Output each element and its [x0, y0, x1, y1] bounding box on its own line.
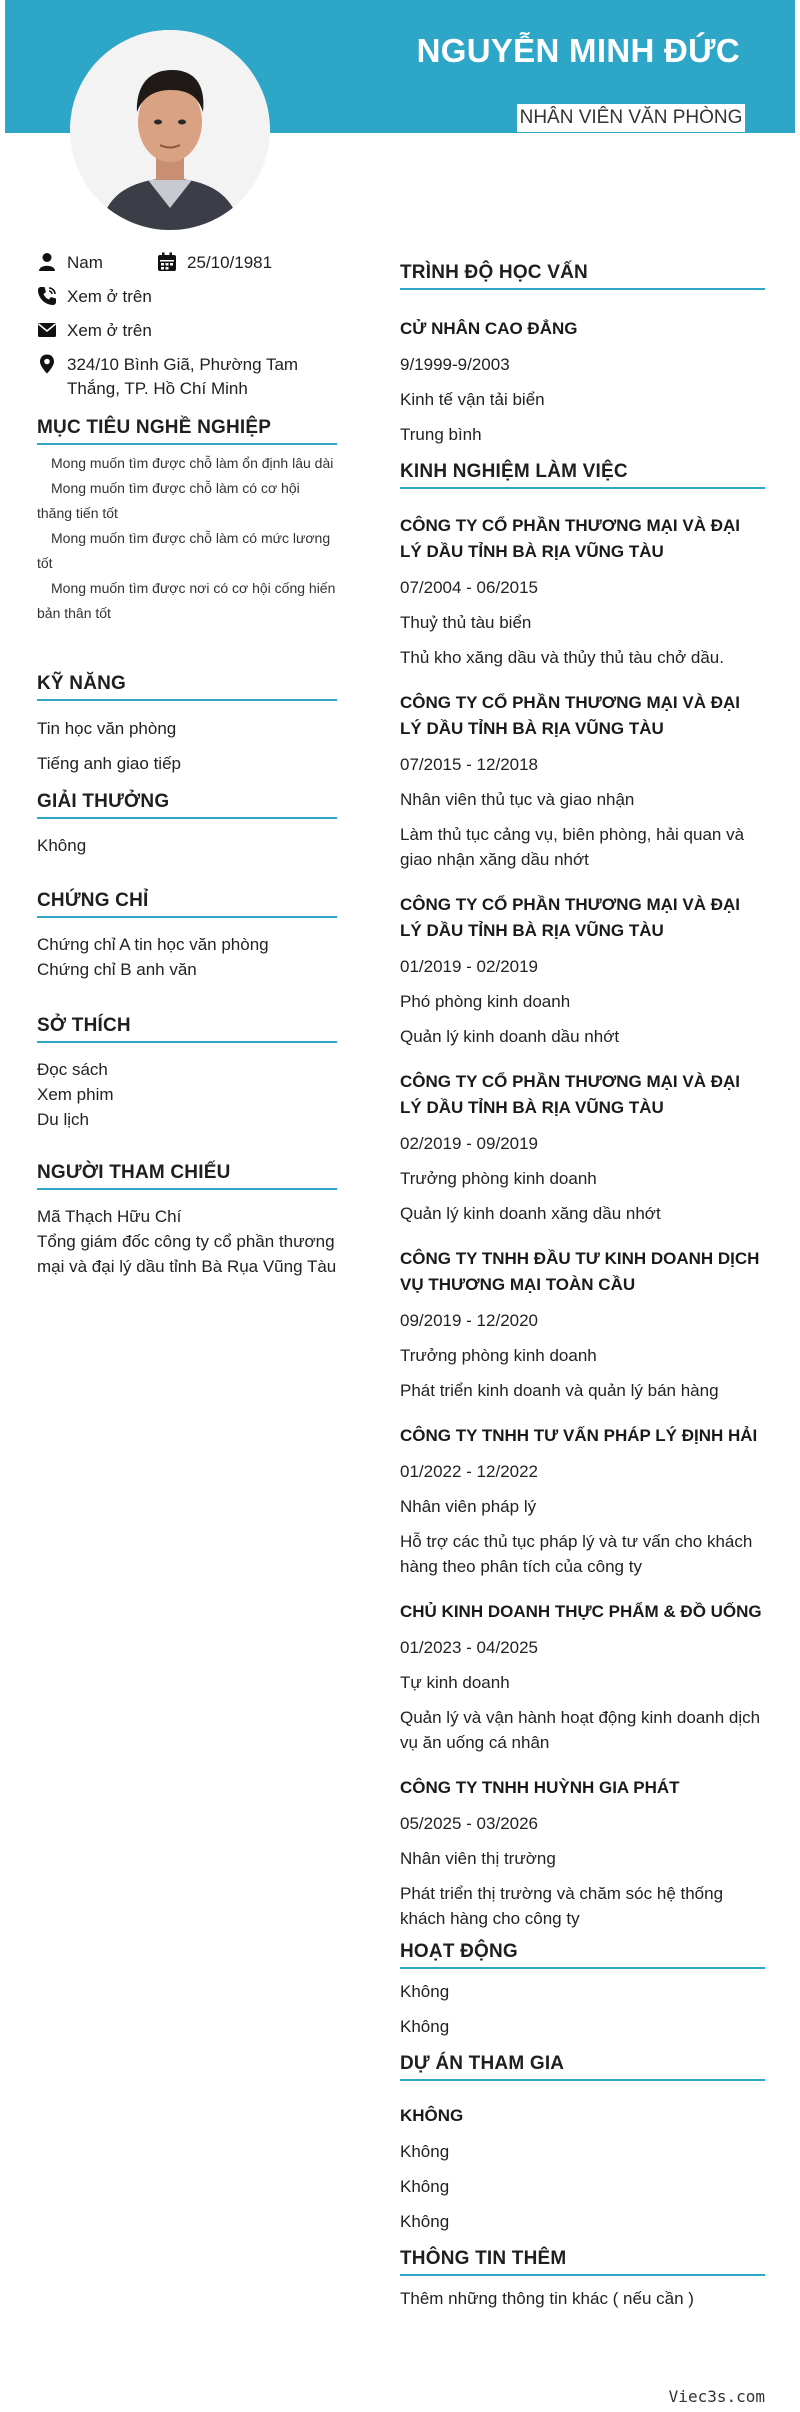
activity-item: Không	[400, 2017, 450, 2036]
address-value: 324/10 Bình Giã, Phường Tam Thắng, TP. Hồ Chí Minh	[67, 355, 299, 398]
references-section	[37, 1162, 337, 1279]
activities-section	[400, 1941, 765, 2039]
hobby-item: Du lịch	[37, 1110, 89, 1129]
experience-item	[400, 1423, 765, 1579]
objective-item: Mong muốn tìm được nơi có cơ hội cống hiến bản thân tốt	[37, 580, 336, 621]
section-title-activities: HOẠT ĐỘNG	[400, 1941, 765, 1969]
project-item: Không	[400, 2177, 450, 2196]
candidate-name: NGUYỄN MINH ĐỨC	[416, 32, 740, 69]
envelope-icon	[37, 320, 59, 342]
section-title-certificates: CHỨNG CHỈ	[37, 890, 337, 918]
experience-desc: Làm thủ tục cảng vụ, biên phòng, hải quan và giao nhận xăng dầu nhớt	[400, 825, 745, 869]
experience-desc: Phát triển thị trường và chăm sóc hệ thống khách hàng cho công ty	[400, 1884, 724, 1928]
phone-value: Xem ở trên	[67, 287, 152, 306]
email-value: Xem ở trên	[67, 321, 152, 340]
experience-period: 01/2019 - 02/2019	[400, 957, 539, 976]
objective-section	[37, 417, 337, 626]
experience-desc: Hỗ trợ các thủ tục pháp lý và tư vấn cho khách hàng theo phân tích của công ty	[400, 1532, 753, 1576]
experience-period: 02/2019 - 09/2019	[400, 1134, 539, 1153]
left-column	[37, 250, 337, 1279]
experience-role: Tự kinh doanh	[400, 1673, 510, 1692]
reference-name: Mã Thạch Hữu Chí	[37, 1207, 182, 1226]
skill-item: Tiếng anh giao tiếp	[37, 754, 181, 773]
experience-company: CHỦ KINH DOANH THỰC PHẨM & ĐỒ UỐNG	[400, 1602, 762, 1621]
experience-item	[400, 1246, 765, 1403]
experience-desc: Phát triển kinh doanh và quản lý bán hàng	[400, 1381, 719, 1400]
right-column	[400, 262, 765, 2311]
project-item: Không	[400, 2212, 450, 2231]
projects-section	[400, 2053, 765, 2234]
calendar-icon	[157, 252, 179, 274]
avatar	[70, 30, 270, 230]
certificates-section	[37, 890, 337, 982]
experience-period: 05/2025 - 03/2026	[400, 1814, 539, 1833]
experience-company: CÔNG TY CỔ PHẦN THƯƠNG MẠI VÀ ĐẠI LÝ DẦU TỈNH BÀ RỊA VŨNG TÀU	[400, 1072, 740, 1117]
experience-period: 01/2023 - 04/2025	[400, 1638, 539, 1657]
birthdate-row	[157, 251, 272, 275]
experience-company: CÔNG TY TNHH HUỲNH GIA PHÁT	[400, 1778, 680, 1797]
activity-item: Không	[400, 1982, 450, 2001]
section-title-education: TRÌNH ĐỘ HỌC VẤN	[400, 262, 765, 290]
experience-company: CÔNG TY TNHH TƯ VẤN PHÁP LÝ ĐỊNH HẢI	[400, 1426, 758, 1445]
section-title-objective: MỤC TIÊU NGHỀ NGHIỆP	[37, 417, 337, 445]
experience-item	[400, 690, 765, 872]
phone-icon	[37, 286, 59, 308]
experience-desc: Thủ kho xăng dầu và thủy thủ tàu chở dầu.	[400, 648, 724, 667]
certificate-item: Chứng chỉ A tin học văn phòng	[37, 935, 269, 954]
projects-heading: KHÔNG	[400, 2106, 464, 2125]
gender-value: Nam	[67, 253, 103, 272]
section-title-hobbies: SỞ THÍCH	[37, 1015, 337, 1043]
objective-item: Mong muốn tìm được chỗ làm có mức lương tốt	[37, 530, 331, 571]
awards-value: Không	[37, 836, 87, 855]
section-title-awards: GIẢI THƯỞNG	[37, 791, 337, 819]
address-row	[37, 353, 337, 401]
experience-period: 07/2015 - 12/2018	[400, 755, 539, 774]
section-title-skills: KỸ NĂNG	[37, 673, 337, 701]
experience-role: Nhân viên pháp lý	[400, 1497, 537, 1516]
project-item: Không	[400, 2142, 450, 2161]
experience-item	[400, 1069, 765, 1226]
job-title: NHÂN VIÊN VĂN PHÒNG	[517, 104, 745, 132]
experience-item	[400, 1599, 765, 1755]
person-icon	[37, 252, 59, 274]
certificate-item: Chứng chỉ B anh văn	[37, 960, 197, 979]
hobbies-section	[37, 1015, 337, 1132]
experience-item	[400, 513, 765, 670]
hobby-item: Xem phim	[37, 1085, 114, 1104]
education-grade: Trung bình	[400, 425, 482, 444]
experience-company: CÔNG TY CỔ PHẦN THƯƠNG MẠI VÀ ĐẠI LÝ DẦU TỈNH BÀ RỊA VŨNG TÀU	[400, 895, 740, 940]
experience-role: Thuỷ thủ tàu biển	[400, 613, 532, 632]
experience-company: CÔNG TY CỔ PHẦN THƯƠNG MẠI VÀ ĐẠI LÝ DẦU TỈNH BÀ RỊA VŨNG TÀU	[400, 516, 740, 561]
education-section	[400, 262, 765, 447]
additional-section	[400, 2248, 765, 2311]
skill-item: Tin học văn phòng	[37, 719, 177, 738]
watermark: Viec3s.com	[668, 2387, 765, 2406]
phone-row	[37, 285, 337, 309]
education-major: Kinh tế vận tải biển	[400, 390, 545, 409]
objective-item: Mong muốn tìm được chỗ làm ổn định lâu dài	[51, 455, 334, 471]
section-title-projects: DỰ ÁN THAM GIA	[400, 2053, 765, 2081]
experience-role: Nhân viên thị trường	[400, 1849, 556, 1868]
experience-desc: Quản lý và vận hành hoạt động kinh doanh dịch vụ ăn uống cá nhân	[400, 1708, 761, 1752]
experience-section	[400, 461, 765, 1931]
experience-period: 07/2004 - 06/2015	[400, 578, 539, 597]
experience-role: Phó phòng kinh doanh	[400, 992, 571, 1011]
experience-period: 09/2019 - 12/2020	[400, 1311, 539, 1330]
experience-role: Trưởng phòng kinh doanh	[400, 1169, 597, 1188]
reference-position: Tổng giám đốc công ty cổ phần thương mại và đại lý dầu tỉnh Bà Rụa Vũng Tàu	[37, 1232, 337, 1276]
objective-item: Mong muốn tìm được chỗ làm có cơ hội thăng tiến tốt	[37, 480, 300, 521]
experience-desc: Quản lý kinh doanh xăng dầu nhớt	[400, 1204, 661, 1223]
experience-item	[400, 892, 765, 1049]
education-degree: CỬ NHÂN CAO ĐẲNG	[400, 319, 578, 338]
additional-text: Thêm những thông tin khác ( nếu cần )	[400, 2289, 694, 2308]
skills-section	[37, 673, 337, 781]
section-title-additional: THÔNG TIN THÊM	[400, 2248, 765, 2276]
birthdate-value: 25/10/1981	[187, 253, 273, 272]
section-title-references: NGƯỜI THAM CHIẾU	[37, 1162, 337, 1190]
education-period: 9/1999-9/2003	[400, 355, 510, 374]
section-title-experience: KINH NGHIỆM LÀM VIỆC	[400, 461, 765, 489]
awards-section	[37, 791, 337, 858]
hobby-item: Đọc sách	[37, 1060, 108, 1079]
experience-company: CÔNG TY TNHH ĐẦU TƯ KINH DOANH DỊCH VỤ THƯƠNG MẠI TOÀN CẦU	[400, 1249, 760, 1294]
experience-role: Trưởng phòng kinh doanh	[400, 1346, 597, 1365]
email-row	[37, 319, 337, 343]
gender-row	[37, 251, 157, 275]
person-photo-icon	[70, 30, 270, 230]
experience-desc: Quản lý kinh doanh dầu nhớt	[400, 1027, 620, 1046]
location-pin-icon	[37, 354, 59, 376]
experience-company: CÔNG TY CỔ PHẦN THƯƠNG MẠI VÀ ĐẠI LÝ DẦU TỈNH BÀ RỊA VŨNG TÀU	[400, 693, 740, 738]
experience-role: Nhân viên thủ tục và giao nhận	[400, 790, 635, 809]
experience-period: 01/2022 - 12/2022	[400, 1462, 539, 1481]
experience-item	[400, 1775, 765, 1931]
